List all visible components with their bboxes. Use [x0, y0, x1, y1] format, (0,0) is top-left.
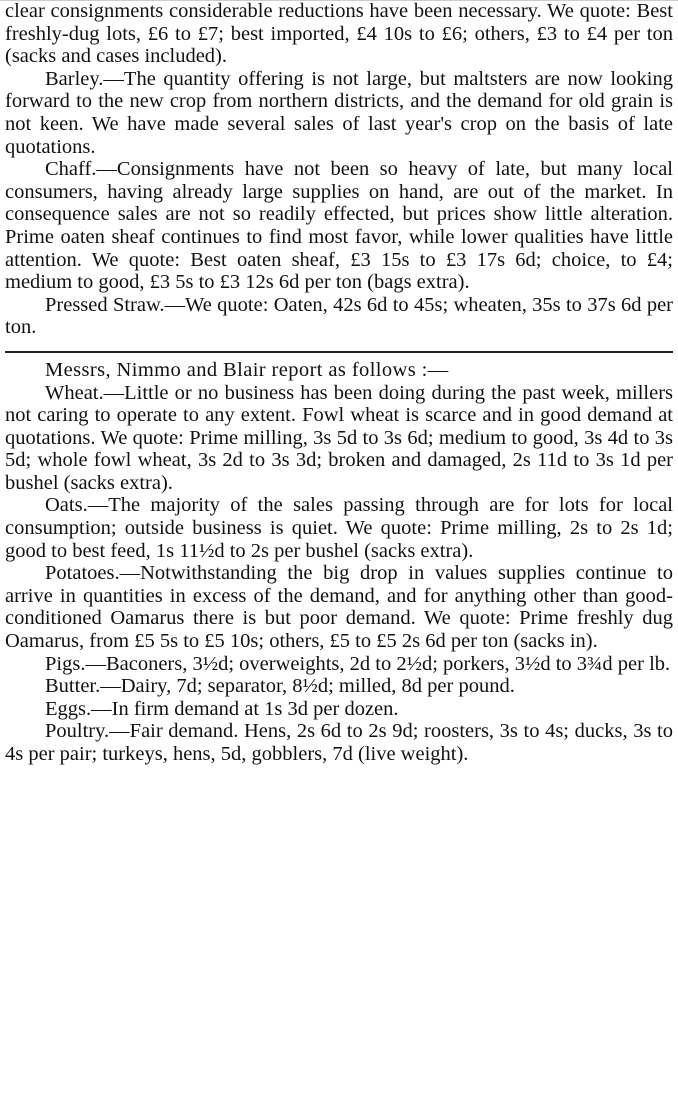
- potatoes-paragraph: Potatoes.—Notwithstanding the big drop in values supplies continue to arrive in quantities in excess of the demand, and for anything other than good-conditioned Oamarus there is but poor demand. We quote: Prime freshly dug Oamarus, from £5 5s to £5 10s; others, £5 to £5 2s 6d per ton (sacks in).: [5, 562, 673, 653]
- nimmo-blair-heading: Messrs, Nimmo and Blair report as follows :—: [45, 358, 449, 381]
- barley-paragraph: Barley.—The quantity offering is not large, but maltsters are now looking forward to the new crop from northern districts, and the demand for old grain is not keen. We have made several sales of last year's crop on the basis of late quotations.: [5, 67, 673, 158]
- wheat-paragraph: Wheat.—Little or no business has been doing during the past week, millers not caring to operate to any extent. Fowl wheat is scarce and in good demand at quotations. We quote: Prime milling, 3s 5d to 3s 6d; medium to good, 3s 4d to 3s 5d; whole fowl wheat, 3s 2d to 3s 3d; broken and damaged, 2s 11d to 3s 1d per bushel (sacks extra).: [5, 381, 673, 494]
- pressed-straw-paragraph: Pressed Straw.—We quote: Oaten, 42s 6d to 45s; wheaten, 35s to 37s 6d per ton.: [5, 293, 673, 339]
- chaff-paragraph: Chaff.—Consignments have not been so heavy of late, but many local consumers, having already large supplies on hand, are out of the market. In consequence sales are not so readily effected, but prices show little alteration. Prime oaten sheaf continues to find most favor, while lower qualities have little attention. We quote: Best oaten sheaf, £3 15s to £3 17s 6d; choice, to £4; medium to good, £3 5s to £3 12s 6d per ton (bags extra).: [5, 158, 673, 294]
- section-divider: [5, 351, 673, 353]
- poultry-paragraph: Poultry.—Fair demand. Hens, 2s 6d to 2s 9d; roosters, 3s to 4s; ducks, 3s to 4s per pair; turkeys, hens, 5d, gobblers, 7d (live weight).: [5, 720, 673, 765]
- potatoes-continued-paragraph: clear consignments considerable reductions have been necessary. We quote: Best freshly-dug lots, £6 to £7; best imported, £4 10s to £6; others, £3 to £4 per ton (sacks and cases included).: [5, 0, 673, 68]
- oats-paragraph: Oats.—The majority of the sales passing through are for lots for local consumption; outside business is quiet. We quote: Prime milling, 2s to 2s 1d; good to best feed, 1s 11½d to 2s per bushel (sacks extra).: [5, 494, 673, 562]
- butter-paragraph: Butter.—Dairy, 7d; separator, 8½d; milled, 8d per pound.: [45, 675, 515, 698]
- eggs-paragraph: Eggs.—In firm demand at 1s 3d per dozen.: [45, 697, 399, 720]
- newspaper-column: [5, 0, 673, 766]
- pigs-paragraph: Pigs.—Baconers, 3½d; overweights, 2d to 2½d; porkers, 3½d to 3¾d per lb.: [45, 652, 671, 675]
